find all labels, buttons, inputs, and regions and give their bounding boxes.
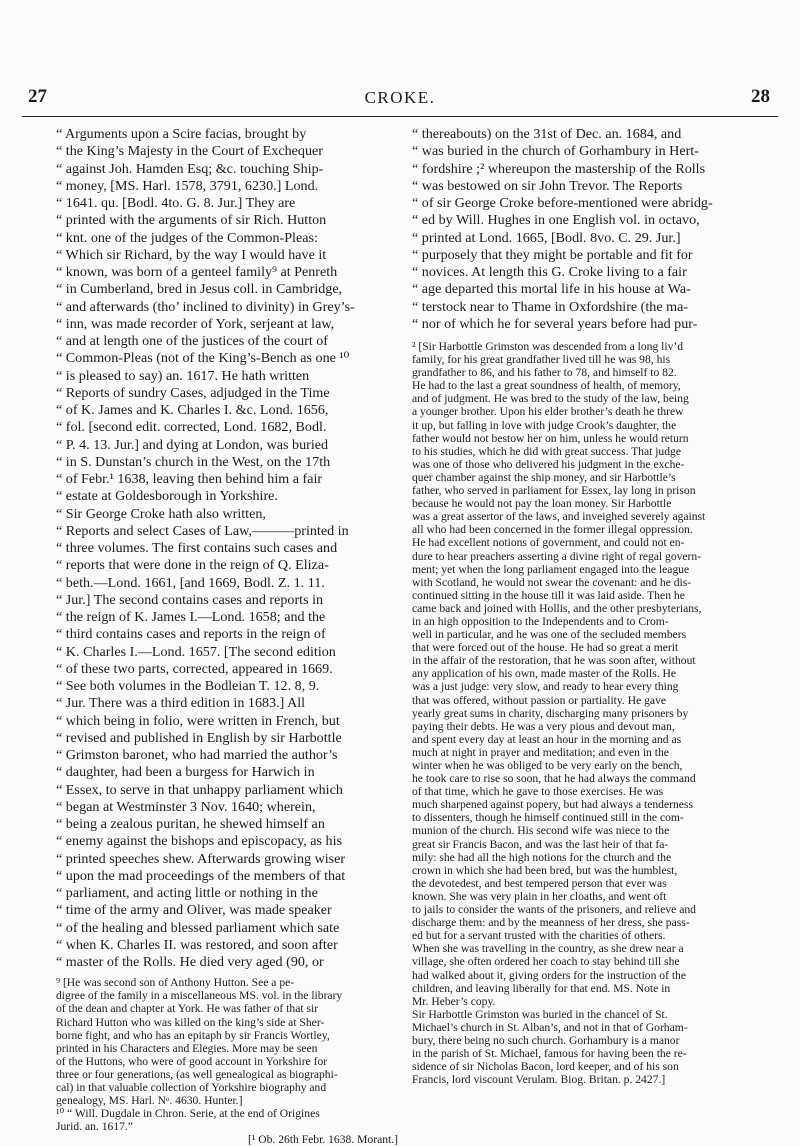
footnote-line: he took care to rise so soon, that he had always the command bbox=[412, 772, 696, 786]
text-line: “ Common-Pleas (not of the King’s-Bench as one ¹⁰ bbox=[56, 350, 350, 367]
footnote-line: came back and joined with Hollis, and the other presbyterians, bbox=[412, 601, 702, 615]
text-line: “ printed with the arguments of sir Rich. Hutton bbox=[56, 212, 327, 229]
text-line: “ printed at Lond. 1665, [Bodl. 8vo. C. 29. Jur.] bbox=[412, 229, 681, 246]
footnote-line: was one of those who delivered his judgment in the exche- bbox=[412, 457, 685, 471]
footnote-line: well in particular, and he was one of the secluded members bbox=[412, 628, 687, 642]
text-line: “ parliament, and acting little or nothing in the bbox=[56, 885, 318, 901]
footnote-line: printed in his Characters and Elegies. More may be seen bbox=[56, 1041, 318, 1055]
left-main-text bbox=[56, 126, 398, 971]
right-column bbox=[412, 126, 758, 1086]
footnote-line: three or four generations, (as well genealogical as biographi- bbox=[56, 1067, 338, 1081]
footnote-line: Michael’s church in St. Alban’s, and not in that of Gorham- bbox=[412, 1020, 688, 1034]
text-line: “ of these two parts, corrected, appeared in 1669. bbox=[56, 660, 333, 677]
footnote-morant: [¹ Ob. 26th Febr. 1638. Morant.] bbox=[248, 1133, 398, 1146]
footnote-line: to jails to consider the wants of the prisoners, and relieve and bbox=[412, 903, 696, 917]
footnote-line: ⁹ [He was second son of Anthony Hutton. See a pe- bbox=[56, 976, 295, 990]
text-line: “ beth.—Lond. 1661, [and 1669, Bodl. Z. 1. 11. bbox=[56, 574, 325, 591]
text-line: “ Arguments upon a Scire facias, brought by bbox=[56, 126, 307, 142]
text-line: “ fordshire ;² whereupon the mastership of the Rolls bbox=[412, 160, 706, 177]
footnote-line: children, and leaving liberally for that end. MS. Note in bbox=[412, 981, 671, 995]
footnote-line: bury, there being no such church. Gorhambury is a manor bbox=[412, 1033, 680, 1047]
text-line: “ estate at Goldesborough in Yorkshire. bbox=[56, 488, 278, 505]
text-line: “ third contains cases and reports in the reign of bbox=[56, 626, 326, 643]
footnote-line: continued sitting in the house till it was laid aside. Then he bbox=[412, 588, 685, 602]
footnote-line: genealogy, MS. Harl. Nᵒ. 4630. Hunter.] bbox=[56, 1094, 243, 1108]
footnote-line: mily: she had all the high notions for the church and the bbox=[412, 850, 672, 864]
left-footnotes bbox=[56, 976, 398, 1133]
text-line: “ and afterwards (tho’ inclined to divinity) in Grey’s- bbox=[56, 298, 355, 315]
text-line: “ 1641. qu. [Bodl. 4to. G. 8. Jur.] They are bbox=[56, 195, 296, 211]
text-line: “ revised and published in English by sir Harbottle bbox=[56, 729, 342, 746]
text-line: “ Jur.] The second contains cases and reports in bbox=[56, 591, 324, 608]
footnote-line: father would not bestow her on him, unless he would return bbox=[412, 431, 689, 445]
text-line: “ against Joh. Hamden Esq; &c. touching Ship- bbox=[56, 160, 324, 177]
footnote-line: much at night in prayer and meditation; and even in the bbox=[412, 745, 669, 759]
footnote-line: that were forced out of the house. He had so great a merit bbox=[412, 641, 679, 655]
footnote-line: paying their debts. He was a very pious and devout man, bbox=[412, 719, 675, 733]
footnote-line: Sir Harbottle Grimston was buried in the chancel of St. bbox=[412, 1007, 668, 1021]
text-line: “ Sir George Croke hath also written, bbox=[56, 505, 266, 522]
footnote-line: family, for his great grandfather lived till he was 98, his bbox=[412, 353, 671, 367]
footnote-line: a younger brother. Upon his elder brother’s death he threw bbox=[412, 405, 684, 419]
text-line: “ master of the Rolls. He died very aged (90, or bbox=[56, 954, 324, 970]
footnote-line: Francis, lord viscount Verulam. Biog. Britan. p. 2427.] bbox=[412, 1073, 666, 1087]
text-line: “ which being in folio, were written in French, but bbox=[56, 712, 340, 729]
text-line: “ known, was born of a genteel family⁹ at Penreth bbox=[56, 264, 338, 280]
footnote-line: digree of the family in a miscellaneous MS. vol. in the library bbox=[56, 989, 343, 1003]
footnote-line: was a great assertor of the laws, and inveighed severely against bbox=[412, 510, 706, 524]
footnote-line: of that time, which he gave to those exercises. He was bbox=[412, 785, 664, 799]
footnote-line: and spent every day at least an hour in the morning and as bbox=[412, 732, 682, 746]
footnote-line: crown in which she had been bred, but was the humblest, bbox=[412, 863, 678, 877]
footnote-line: quer chamber against the ship money, and sir Harbottle’s bbox=[412, 470, 676, 484]
footnote-line: grandfather to 86, and his father to 78, and himself to 82. bbox=[412, 366, 677, 380]
footnote-line: and of judgment. He was bred to the study of the law, being bbox=[412, 392, 689, 406]
footnote-line: all who had been concerned in the former illegal oppression. bbox=[412, 523, 693, 537]
text-line: “ P. 4. 13. Jur.] and dying at London, was buried bbox=[56, 436, 329, 453]
footnote-line: that was offered, without passion or partiality. He gave bbox=[412, 693, 667, 707]
text-line: “ purposely that they might be portable and fit for bbox=[412, 246, 693, 263]
footnote-line: borne fight, and who has an epitaph by sir Francis Wortley, bbox=[56, 1028, 330, 1042]
footnote-line: cal) in that valuable collection of Yorkshire biography and bbox=[56, 1081, 327, 1094]
running-header bbox=[22, 86, 778, 117]
footnote-line: ¹⁰ “ Will. Dugdale in Chron. Serie, at the end of Origines bbox=[56, 1107, 320, 1121]
text-line: “ Essex, to serve in that unhappy parliament which bbox=[56, 781, 343, 798]
text-line: “ Jur. There was a third edition in 1683.] All bbox=[56, 695, 306, 712]
text-line: “ being a zealous puritan, he shewed himself an bbox=[56, 816, 325, 832]
footnote-line: the devotedest, and best tempered person that ever was bbox=[412, 876, 667, 890]
footnote-line: it up, but falling in love with judge Crook’s daughter, the bbox=[412, 418, 677, 432]
footnote-line: great sir Francis Bacon, and was the last heir of that fa- bbox=[412, 837, 669, 851]
text-line: “ enemy against the bishops and episcopacy, as his bbox=[56, 833, 342, 850]
text-line: “ of sir George Croke before-mentioned were abridg- bbox=[412, 195, 713, 211]
footnote-line: in the parish of St. Michael, famous for having been the re- bbox=[412, 1047, 687, 1061]
text-line: “ Which sir Richard, by the way I would have it bbox=[56, 246, 327, 263]
footnote-line: He had excellent notions of government, and could not en- bbox=[412, 536, 685, 550]
text-line: “ the reign of K. James I.—Lond. 1658; and the bbox=[56, 609, 326, 625]
text-line: “ inn, was made recorder of York, serjeant at law, bbox=[56, 315, 335, 332]
text-line: “ is pleased to say) an. 1617. He hath written bbox=[56, 367, 310, 384]
footnote-line: When she was travelling in the country, as she drew near a bbox=[412, 942, 684, 956]
footnote-line: of the dean and chapter at York. He was father of that sir bbox=[56, 1002, 319, 1016]
text-line: “ and at length one of the justices of the court of bbox=[56, 333, 328, 349]
footnote-line: winter when he was obliged to be very early on the bench, bbox=[412, 759, 683, 772]
footnote-line: dure to hear preachers asserting a divine right of regal govern- bbox=[412, 549, 702, 563]
page-number-left: 27 bbox=[28, 86, 47, 107]
footnote-line: much sharpened against popery, but had always a tenderness bbox=[412, 798, 693, 812]
footnote-line: because he would not pay the loan money. Sir Harbottle bbox=[412, 497, 672, 511]
text-line: “ thereabouts) on the 31st of Dec. an. 1684, and bbox=[412, 126, 682, 142]
footnote-line: ment; yet when the long parliament engaged into the league bbox=[412, 562, 690, 576]
left-column bbox=[56, 126, 398, 1146]
footnote-line: yearly great sums in charity, discharging many prisoners by bbox=[412, 706, 689, 720]
text-line: “ ed by Will. Hughes in one English vol. in octavo, bbox=[412, 212, 700, 229]
text-line: “ nor of which he for several years before had pur- bbox=[412, 315, 698, 332]
footnote-line: of the Huttons, who were of good account in Yorkshire for bbox=[56, 1054, 328, 1068]
text-line: “ daughter, had been a burgess for Harwich in bbox=[56, 764, 315, 781]
running-title: CROKE. bbox=[364, 88, 436, 107]
text-line: “ began at Westminster 3 Nov. 1640; wherein, bbox=[56, 798, 316, 815]
footnote-line: sidence of sir Nicholas Bacon, lord keeper, and of his son bbox=[412, 1060, 679, 1074]
text-line: “ money, [MS. Harl. 1578, 3791, 6230.] Lond. bbox=[56, 177, 319, 194]
footnote-line: ² [Sir Harbottle Grimston was descended from a long liv’d bbox=[412, 340, 684, 353]
text-line: “ terstock near to Thame in Oxfordshire (the ma- bbox=[412, 298, 689, 315]
text-line: “ when K. Charles II. was restored, and soon after bbox=[56, 936, 338, 953]
right-main-text bbox=[412, 126, 758, 333]
page-number-right: 28 bbox=[751, 86, 770, 107]
footnote-line: was a just judge: very slow, and ready to hear every thing bbox=[412, 680, 679, 694]
text-line: “ in S. Dunstan’s church in the West, on the 17th bbox=[56, 453, 331, 470]
text-line: “ of K. James and K. Charles I. &c. Lond. 1656, bbox=[56, 402, 329, 418]
text-line: “ Grimston baronet, who had married the author’s bbox=[56, 747, 338, 763]
text-line: “ was bestowed on sir John Trevor. The Reports bbox=[412, 177, 683, 194]
footnote-line: munion of the church. His second wife was niece to the bbox=[412, 824, 670, 838]
text-line: “ knt. one of the judges of the Common-Pleas: bbox=[56, 229, 318, 246]
text-line: “ fol. [second edit. corrected, Lond. 1682, Bodl. bbox=[56, 419, 327, 436]
footnote-line: Richard Hutton who was killed on the king’s side at Sher- bbox=[56, 1015, 325, 1029]
right-footnotes bbox=[412, 340, 758, 1086]
footnote-line: father, who served in parliament for Essex, lay long in prison bbox=[412, 484, 696, 498]
text-line: “ in Cumberland, bred in Jesus coll. in Cambridge, bbox=[56, 281, 343, 298]
text-line: “ of the healing and blessed parliament which sate bbox=[56, 919, 340, 936]
footnote-line: ed but for a servant trusted with the charities of others. bbox=[412, 929, 666, 943]
footnote-line: to his studies, which he did with great success. That judge bbox=[412, 444, 681, 458]
footnote-line: any application of his own, made master of the Rolls. He bbox=[412, 667, 677, 681]
text-line: “ printed speeches shew. Afterwards growing wiser bbox=[56, 850, 346, 867]
footnote-line: to dissenters, though he himself continued still in the com- bbox=[412, 811, 684, 825]
text-line: “ Reports and select Cases of Law,———printed in bbox=[56, 522, 349, 539]
footnote-line: with Scotland, he would not swear the covenant: and he dis- bbox=[412, 575, 692, 589]
text-line: “ Reports of sundry Cases, adjudged in the Time bbox=[56, 384, 330, 401]
footnote-line: He had to the last a great soundness of health, of memory, bbox=[412, 379, 681, 393]
text-line: “ novices. At length this G. Croke living to a fair bbox=[412, 264, 687, 280]
text-line: “ age departed this mortal life in his house at Wa- bbox=[412, 281, 691, 298]
text-line: “ upon the mad proceedings of the members of that bbox=[56, 867, 346, 884]
footnote-line: had walked about it, giving orders for the instruction of the bbox=[412, 968, 686, 982]
footnote-line: known. She was very plain in her cloaths, and went oft bbox=[412, 889, 667, 903]
text-line: “ time of the army and Oliver, was made speaker bbox=[56, 902, 332, 919]
footnote-line: in the affair of the restoration, that he was soon after, without bbox=[412, 654, 696, 668]
text-line: “ reports that were done in the reign of Q. Eliza- bbox=[56, 557, 329, 574]
text-line: “ of Febr.¹ 1638, leaving then behind him a fair bbox=[56, 471, 323, 487]
footnote-line: Jurid. an. 1617.” bbox=[56, 1120, 133, 1134]
text-line: “ was buried in the church of Gorhambury in Hert- bbox=[412, 143, 699, 160]
footnote-line: Mr. Heber’s copy. bbox=[412, 994, 496, 1008]
text-line: “ three volumes. The first contains such cases and bbox=[56, 540, 338, 556]
footnote-line: village, she often ordered her coach to stay behind till she bbox=[412, 955, 680, 969]
text-line: “ K. Charles I.—Lond. 1657. [The second edition bbox=[56, 643, 336, 660]
footnote-line: in an high opposition to the Independents and to Crom- bbox=[412, 614, 669, 628]
text-line: “ the King’s Majesty in the Court of Exchequer bbox=[56, 143, 323, 160]
text-line: “ See both volumes in the Bodleian T. 12. 8, 9. bbox=[56, 678, 320, 694]
footnote-line: discharge them: and by the meanness of her dress, she pass- bbox=[412, 916, 690, 930]
